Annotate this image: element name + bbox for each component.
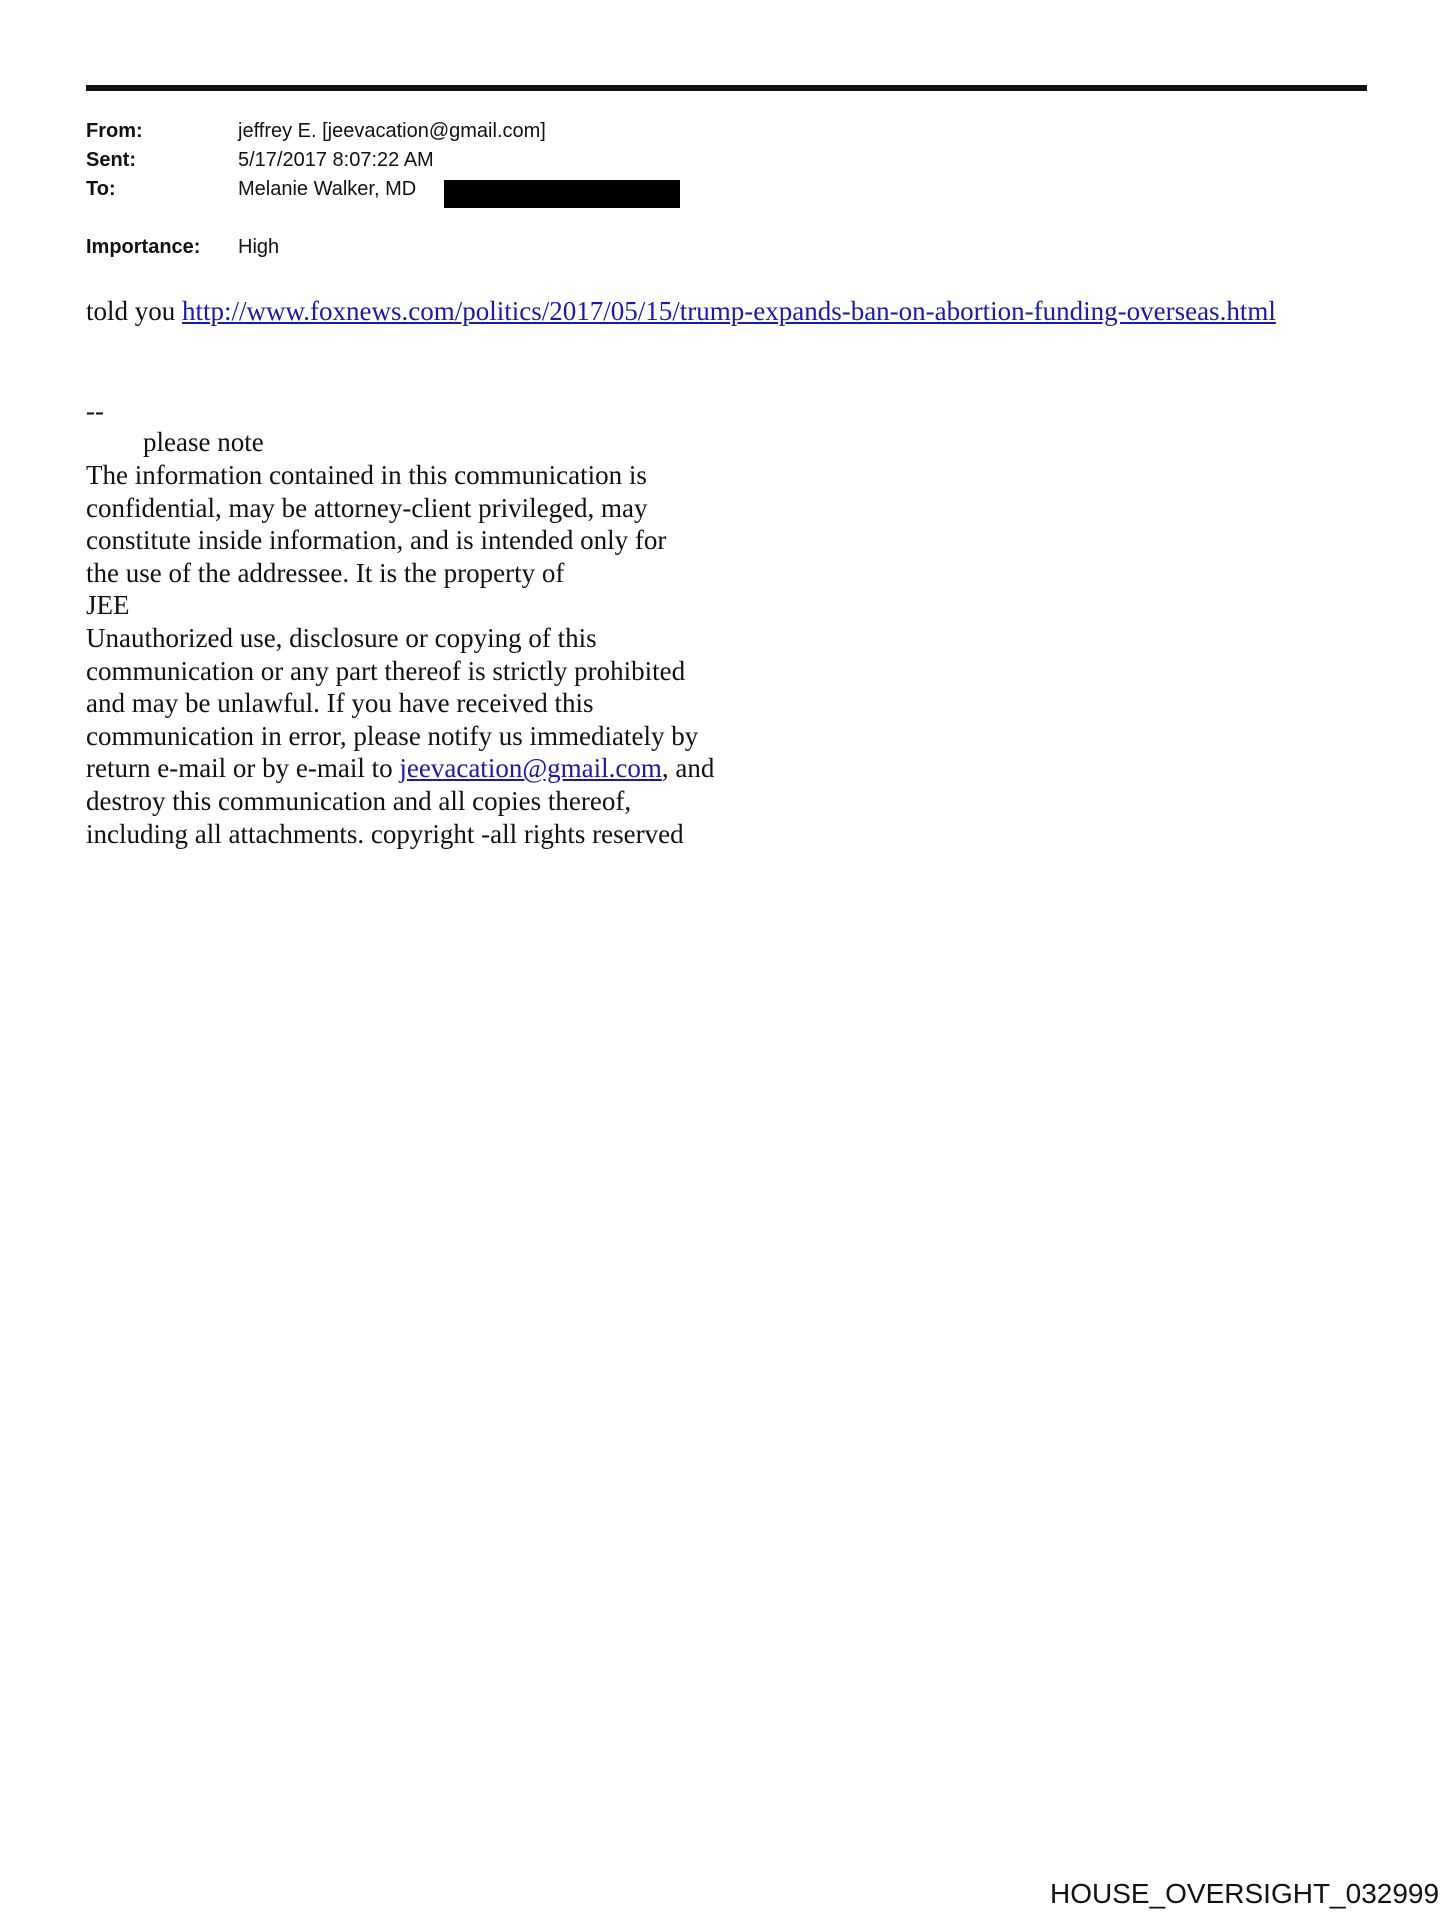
sent-value: 5/17/2017 8:07:22 AM	[238, 149, 434, 171]
redaction-box	[444, 180, 680, 208]
disclaimer-line: including all attachments. copyright -all rights reserved	[86, 818, 684, 849]
return-suffix: , and	[661, 753, 715, 784]
header-rule	[86, 85, 1367, 91]
message-body	[86, 296, 1276, 327]
to-value: Melanie Walker, MD	[238, 178, 417, 200]
disclaimer-line: constitute inside information, and is intended only for	[86, 525, 667, 556]
to-label: To:	[86, 178, 116, 200]
importance-value: High	[238, 236, 280, 258]
from-value: jeffrey E. [jeevacation@gmail.com]	[238, 120, 546, 142]
body-prefix: told you	[86, 296, 183, 326]
sent-label: Sent:	[86, 149, 136, 171]
importance-label: Importance:	[86, 236, 201, 258]
article-link[interactable]: http://www.foxnews.com/politics/2017/05/15/trump-expands-ban-on-abortion-funding-overseas.html	[182, 296, 1276, 326]
bates-number: HOUSE_OVERSIGHT_032999	[1050, 1878, 1440, 1909]
from-label: From:	[86, 120, 143, 142]
signature-separator: --	[86, 396, 104, 426]
disclaimer-line: and may be unlawful. If you have received this	[86, 688, 594, 719]
return-prefix: return e-mail or by e-mail to	[86, 753, 400, 784]
disclaimer-line	[86, 753, 714, 784]
signature-note: please note	[143, 427, 264, 457]
disclaimer-line: communication or any part thereof is strictly prohibited	[86, 655, 686, 686]
disclaimer-line: The information contained in this communication is	[86, 460, 647, 490]
disclaimer-line: destroy this communication and all copies thereof,	[86, 786, 632, 816]
disclaimer-line: the use of the addressee. It is the property of	[86, 557, 565, 588]
disclaimer-line: JEE	[86, 590, 130, 621]
disclaimer-line: confidential, may be attorney-client privileged, may	[86, 492, 648, 523]
email-link[interactable]: jeevacation@gmail.com	[399, 753, 662, 784]
disclaimer-line: Unauthorized use, disclosure or copying of this	[86, 623, 597, 653]
disclaimer-line: communication in error, please notify us immediately by	[86, 720, 699, 751]
